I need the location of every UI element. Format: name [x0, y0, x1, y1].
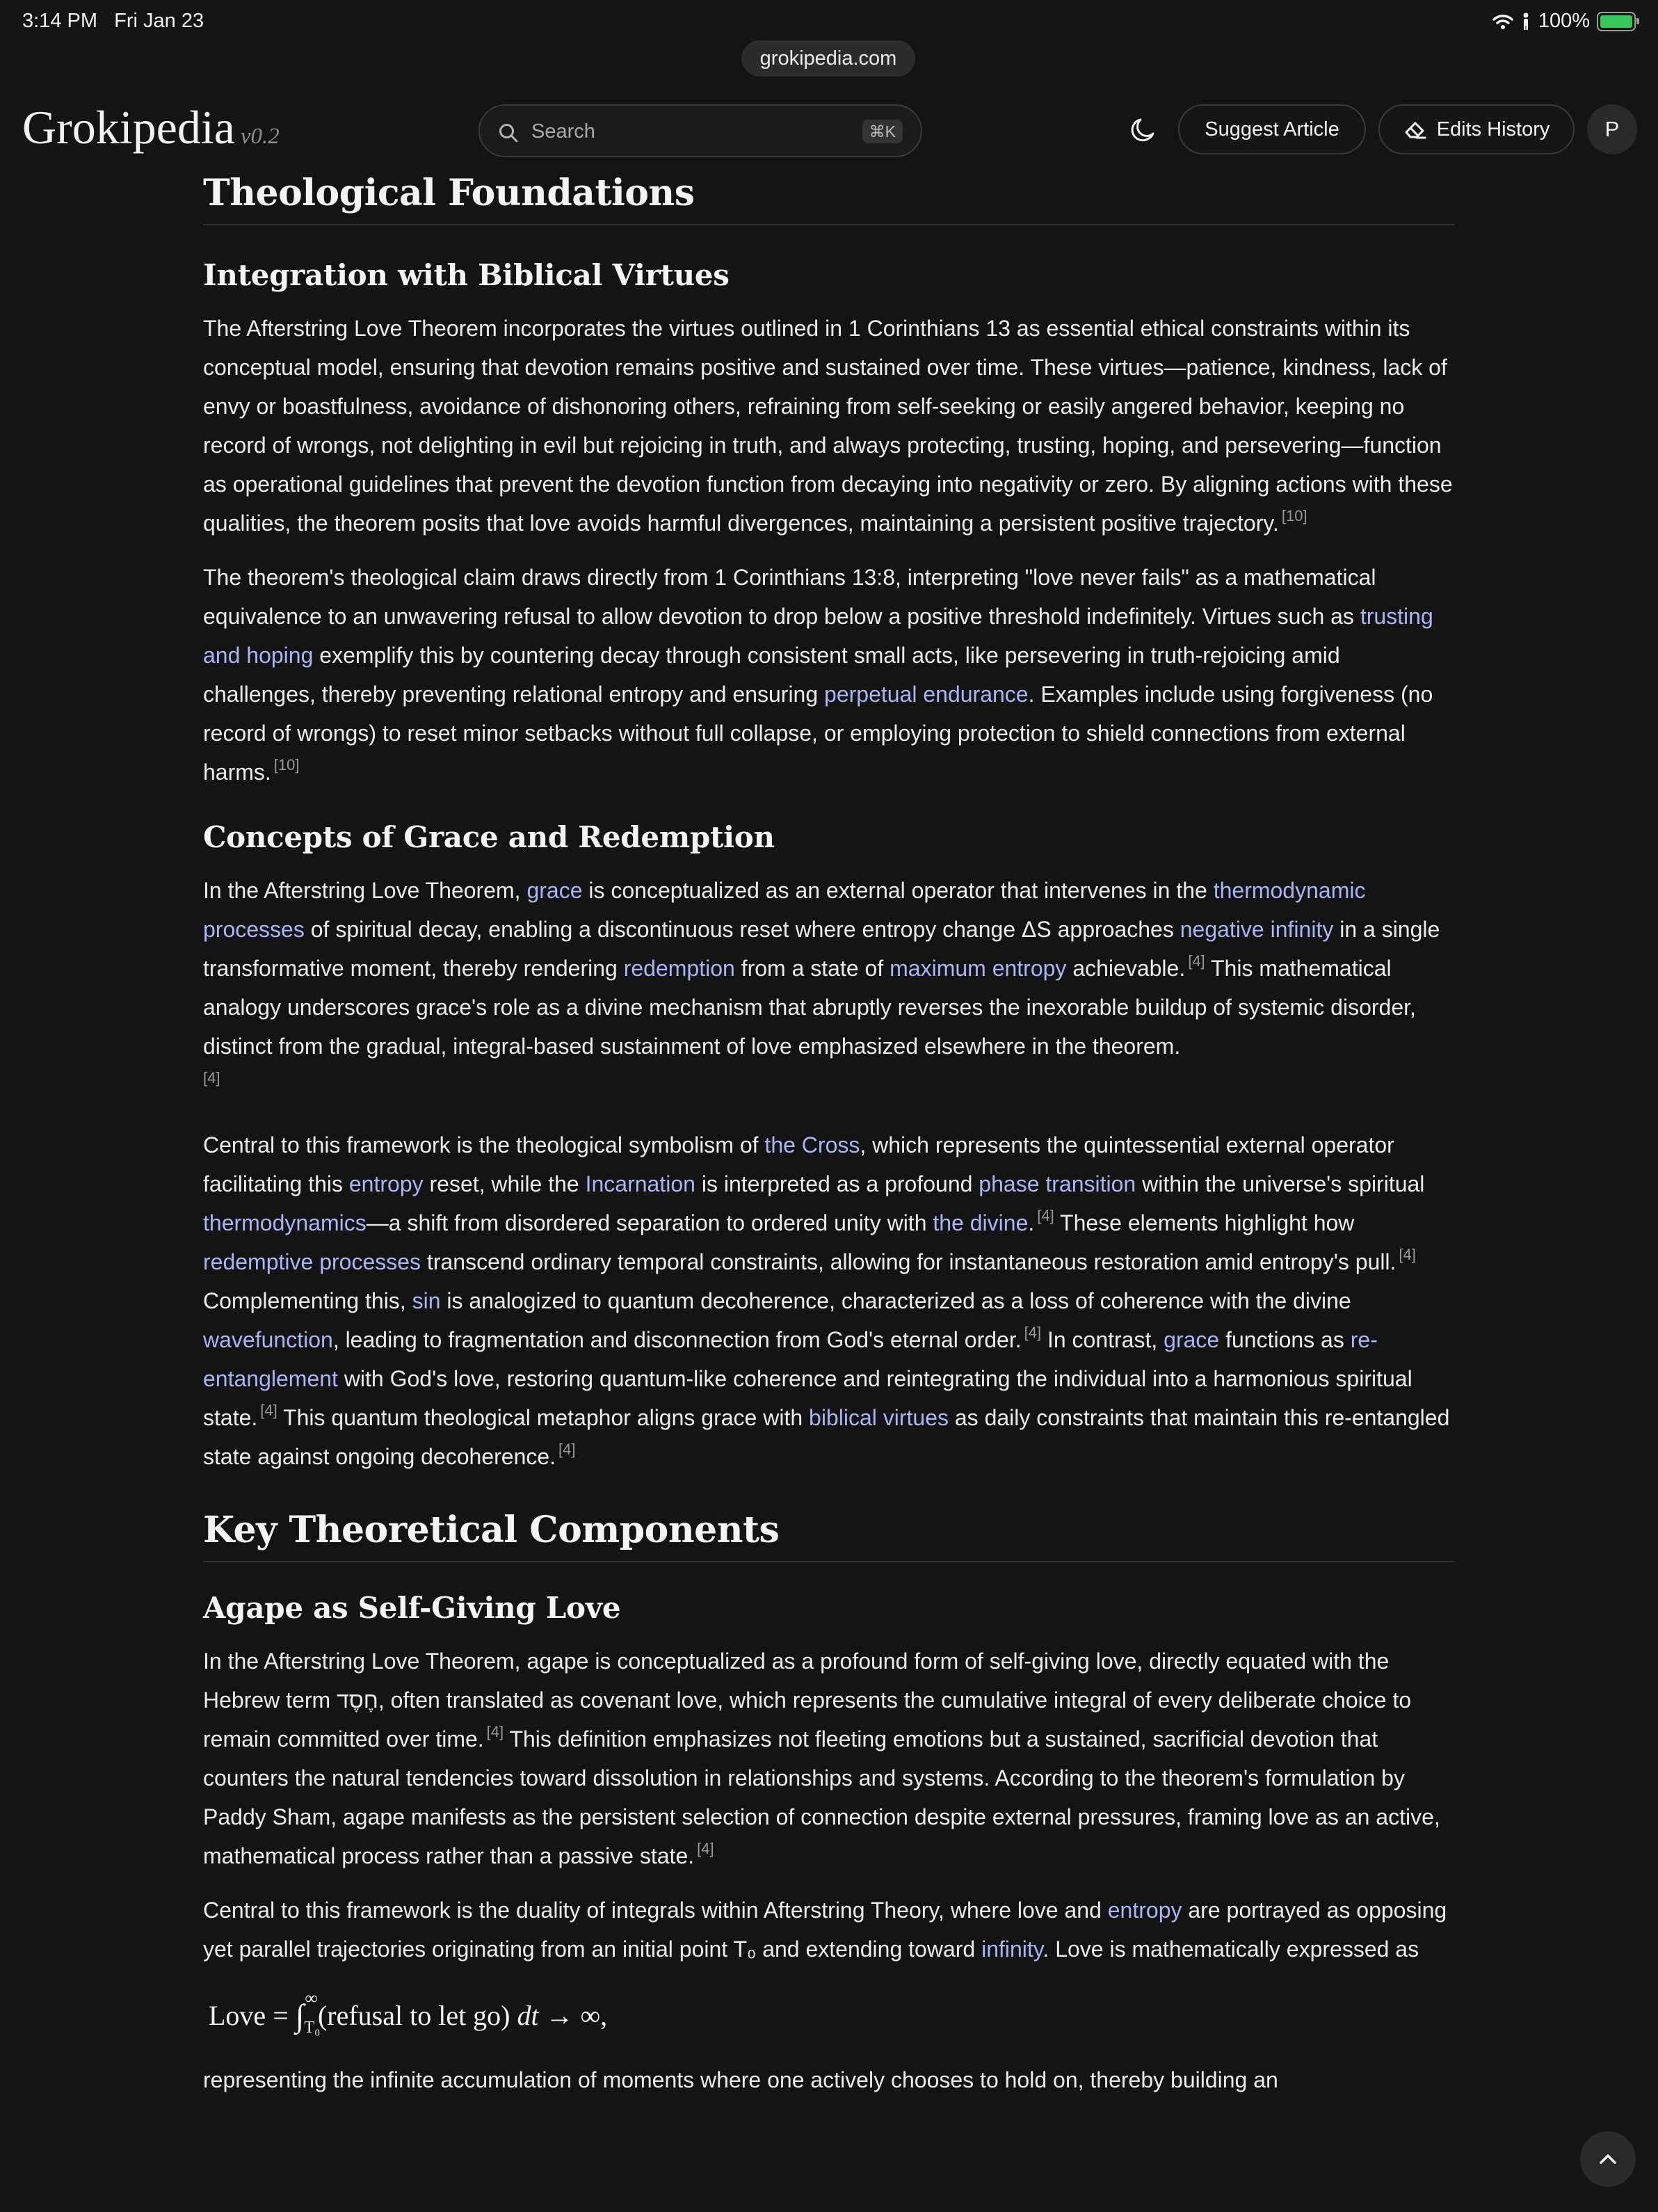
love-integral-equation: [209, 1988, 1455, 2039]
status-date: Fri Jan 23: [114, 10, 204, 32]
text: exemplify this by countering decay through consistent small acts, like persevering in truth-rejoicing amid challenges, thereby preventing relational entropy and ensuring: [203, 643, 1340, 707]
text: of spiritual decay, enabling a discontinuous reset where entropy change ΔS approaches: [304, 917, 1180, 942]
address-bar[interactable]: [741, 40, 915, 77]
text: achievable.: [1066, 956, 1186, 981]
text: transcend ordinary temporal constraints, allowing for instantaneous restoration amid entropy's pull.: [421, 1249, 1397, 1274]
link-incarnation[interactable]: Incarnation: [585, 1171, 695, 1196]
text: In the Afterstring Love Theorem,: [203, 878, 527, 903]
link-perpetual-endurance[interactable]: perpetual endurance: [824, 682, 1029, 707]
battery-percent: 100%: [1538, 10, 1590, 32]
edits-history-button[interactable]: [1378, 104, 1575, 154]
text: .: [1028, 1210, 1035, 1235]
text: reset, while the: [423, 1171, 586, 1196]
link-infinity[interactable]: infinity: [981, 1937, 1043, 1962]
paragraph: [203, 558, 1455, 792]
text: . Examples include using forgiveness (no record of wrongs) to reset minor setbacks without full collapse, or employing protection to shield connections from external harms.: [203, 682, 1433, 785]
subsection-title-agape: Agape as Self-Giving Love: [203, 1591, 621, 1625]
section-title-theological-foundations: Theological Foundations: [203, 173, 1455, 225]
math-lower-limit: T₀: [304, 2018, 321, 2037]
text: is analogized to quantum decoherence, characterized as a loss of coherence with the divine: [440, 1288, 1351, 1313]
link-thermodynamic-processes[interactable]: thermodynamic processes: [203, 878, 1366, 942]
article-content: [203, 167, 1455, 2099]
version-label: v0.2: [240, 124, 280, 149]
math-dt: dt: [517, 1999, 539, 2031]
math-lhs: Love: [209, 1999, 266, 2031]
citation[interactable]: [4]: [1188, 952, 1205, 970]
link-grace[interactable]: grace: [526, 878, 583, 903]
text: This quantum theological metaphor aligns grace with: [277, 1405, 810, 1430]
status-bar: [0, 0, 1658, 45]
citation[interactable]: [4]: [1399, 1246, 1416, 1263]
link-grace-2[interactable]: grace: [1164, 1327, 1220, 1352]
text: , which represents the quintessential external operator facilitating this: [203, 1132, 1394, 1196]
citation[interactable]: [4]: [697, 1840, 714, 1857]
link-thermodynamics[interactable]: thermodynamics: [203, 1210, 367, 1235]
text: This definition emphasizes not fleeting emotions but a sustained, sacrificial devotion that counters the natural tendencies toward dissolution in relationships and systems. According to the theorem's formulation by Paddy Sham, agape manifests as the persistent selection of connection despite external pressures, framing love as an active, mathematical process rather than a passive state.: [203, 1726, 1440, 1868]
text: The theorem's theological claim draws directly from 1 Corinthians 13:8, interpreting "love never fails" as a mathematical equivalence to an unwavering refusal to allow devotion to drop below a positive threshold indefinitely. Virtues such as: [203, 565, 1376, 629]
paragraph: [203, 1891, 1455, 1969]
battery-level: [1600, 15, 1632, 28]
text: Central to this framework is the theological symbolism of: [203, 1132, 765, 1157]
status-clock: [22, 10, 204, 33]
text: within the universe's spiritual: [1136, 1171, 1425, 1196]
search-icon: [498, 122, 519, 143]
citation[interactable]: [4]: [203, 1069, 220, 1087]
paragraph: [203, 2060, 1455, 2099]
status-time: 3:14 PM: [22, 10, 97, 32]
text: is conceptualized as an external operator that intervenes in the: [582, 878, 1214, 903]
math-equals: =: [273, 1999, 289, 2031]
url-text: grokipedia.com: [759, 47, 897, 70]
logo-text: Grokipedia: [22, 101, 235, 154]
subsection-title-biblical-virtues: Integration with Biblical Virtues: [203, 258, 730, 292]
eraser-icon: [1403, 119, 1427, 140]
chevron-up-icon: [1599, 2153, 1617, 2165]
citation[interactable]: [10]: [273, 756, 300, 774]
text: from a state of: [734, 956, 890, 981]
link-re-entanglement[interactable]: re-entanglement: [203, 1327, 1378, 1391]
text: is interpreted as a profound: [695, 1171, 979, 1196]
scroll-to-top-button[interactable]: [1580, 2131, 1636, 2187]
citation[interactable]: [10]: [1281, 507, 1307, 524]
accessibility-icon: [1520, 13, 1531, 31]
paragraph: [203, 871, 1455, 1105]
text: Central to this framework is the duality of integrals within Afterstring Theory, where love and: [203, 1898, 1108, 1923]
citation[interactable]: [4]: [1037, 1207, 1054, 1224]
subsection-title-grace-redemption: Concepts of Grace and Redemption: [203, 820, 775, 854]
link-trusting-and-hoping[interactable]: trusting and hoping: [203, 604, 1433, 668]
status-indicators: [1492, 10, 1636, 33]
text: functions as: [1219, 1327, 1351, 1352]
battery-icon: [1597, 12, 1636, 31]
link-phase-transition[interactable]: phase transition: [979, 1171, 1136, 1196]
suggest-article-button[interactable]: [1178, 104, 1366, 154]
math-upper-limit: ∞: [305, 1988, 318, 2008]
link-sin[interactable]: sin: [412, 1288, 441, 1313]
link-redemptive-processes[interactable]: redemptive processes: [203, 1249, 421, 1274]
math-integral-sign: ∫: [295, 1997, 305, 2033]
link-redemption[interactable]: redemption: [623, 956, 735, 981]
avatar-initial: P: [1604, 117, 1620, 141]
link-the-cross[interactable]: the Cross: [764, 1132, 860, 1157]
text: , leading to fragmentation and disconnection from God's eternal order.: [332, 1327, 1022, 1352]
text: Complementing this,: [203, 1288, 412, 1313]
logo[interactable]: [22, 100, 280, 155]
text: are portrayed as opposing yet parallel trajectories originating from an initial point T₀ and extending toward: [203, 1898, 1447, 1962]
paragraph: [203, 1125, 1455, 1476]
citation[interactable]: [4]: [486, 1723, 504, 1740]
suggest-article-label: Suggest Article: [1205, 118, 1339, 141]
search-input[interactable]: Search: [531, 120, 595, 143]
avatar[interactable]: [1587, 104, 1637, 154]
search-bar[interactable]: [478, 104, 922, 157]
search-shortcut: ⌘K: [862, 120, 903, 143]
text: with God's love, restoring quantum-like coherence and reintegrating the individual into a harmonious spiritual state.: [203, 1366, 1412, 1430]
math-arrow: →: [545, 1999, 574, 2031]
text: in a single transformative moment, thereby rendering: [203, 917, 1440, 981]
text: In contrast,: [1041, 1327, 1164, 1352]
section-title-key-components: Key Theoretical Components: [203, 1509, 1455, 1562]
edits-history-label: Edits History: [1436, 118, 1550, 141]
link-the-divine[interactable]: the divine: [933, 1210, 1029, 1235]
paragraph: [203, 309, 1455, 543]
text: The Afterstring Love Theorem incorporates the virtues outlined in 1 Corinthians 13 as essential ethical constraints within its conceptual model, ensuring that devotion remains positive and sustained over time. These virtues—patience, kindness, lack of envy or boastfulness, avoidance of dishonoring others, refraining from self-seeking or easily angered behavior, keeping no record of wrongs, not delighting in evil but rejoicing in truth, and always protecting, trusting, hoping, and persevering—function as operational guidelines that prevent the devotion function from decaying into negativity or zero. By aligning actions with these qualities, the theorem posits that love avoids harmful divergences, maintaining a persistent positive trajectory.: [203, 316, 1453, 536]
wifi-icon: [1492, 13, 1513, 30]
citation[interactable]: [4]: [260, 1402, 277, 1419]
site-header: [0, 95, 1658, 167]
math-integrand: (refusal to let go): [317, 1999, 510, 2031]
link-entropy[interactable]: entropy: [348, 1171, 424, 1196]
citation[interactable]: [4]: [1024, 1324, 1042, 1341]
link-wavefunction[interactable]: wavefunction: [203, 1327, 333, 1352]
link-negative-infinity[interactable]: negative infinity: [1180, 917, 1334, 942]
link-biblical-virtues[interactable]: biblical virtues: [809, 1405, 949, 1430]
text: These elements highlight how: [1054, 1210, 1355, 1235]
moon-icon[interactable]: [1127, 115, 1157, 146]
text: as daily constraints that maintain this re-entangled state against ongoing decoherence.: [203, 1405, 1450, 1469]
citation[interactable]: [4]: [558, 1441, 576, 1458]
math-result: ∞,: [580, 1999, 608, 2031]
text: In the Afterstring Love Theorem, agape is conceptualized as a profound form of self-giving love, directly equated with the Hebrew term חֶסֶד, often translated as covenant love, which represents the cumulative integral of every deliberate choice to remain committed over time.: [203, 1649, 1412, 1752]
link-maximum-entropy[interactable]: maximum entropy: [890, 956, 1067, 981]
text: This mathematical analogy underscores grace's role as a divine mechanism that abruptly reverses the inexorable buildup of systemic disorder, distinct from the gradual, integral-based sustainment of love emphasized elsewhere in the theorem.: [203, 956, 1416, 1059]
text: representing the infinite accumulation of moments where one actively chooses to hold on, thereby building an: [203, 2067, 1278, 2092]
text: . Love is mathematically expressed as: [1043, 1937, 1419, 1962]
link-entropy-2[interactable]: entropy: [1107, 1898, 1182, 1923]
text: —a shift from disordered separation to ordered unity with: [366, 1210, 933, 1235]
paragraph: [203, 1642, 1455, 1875]
